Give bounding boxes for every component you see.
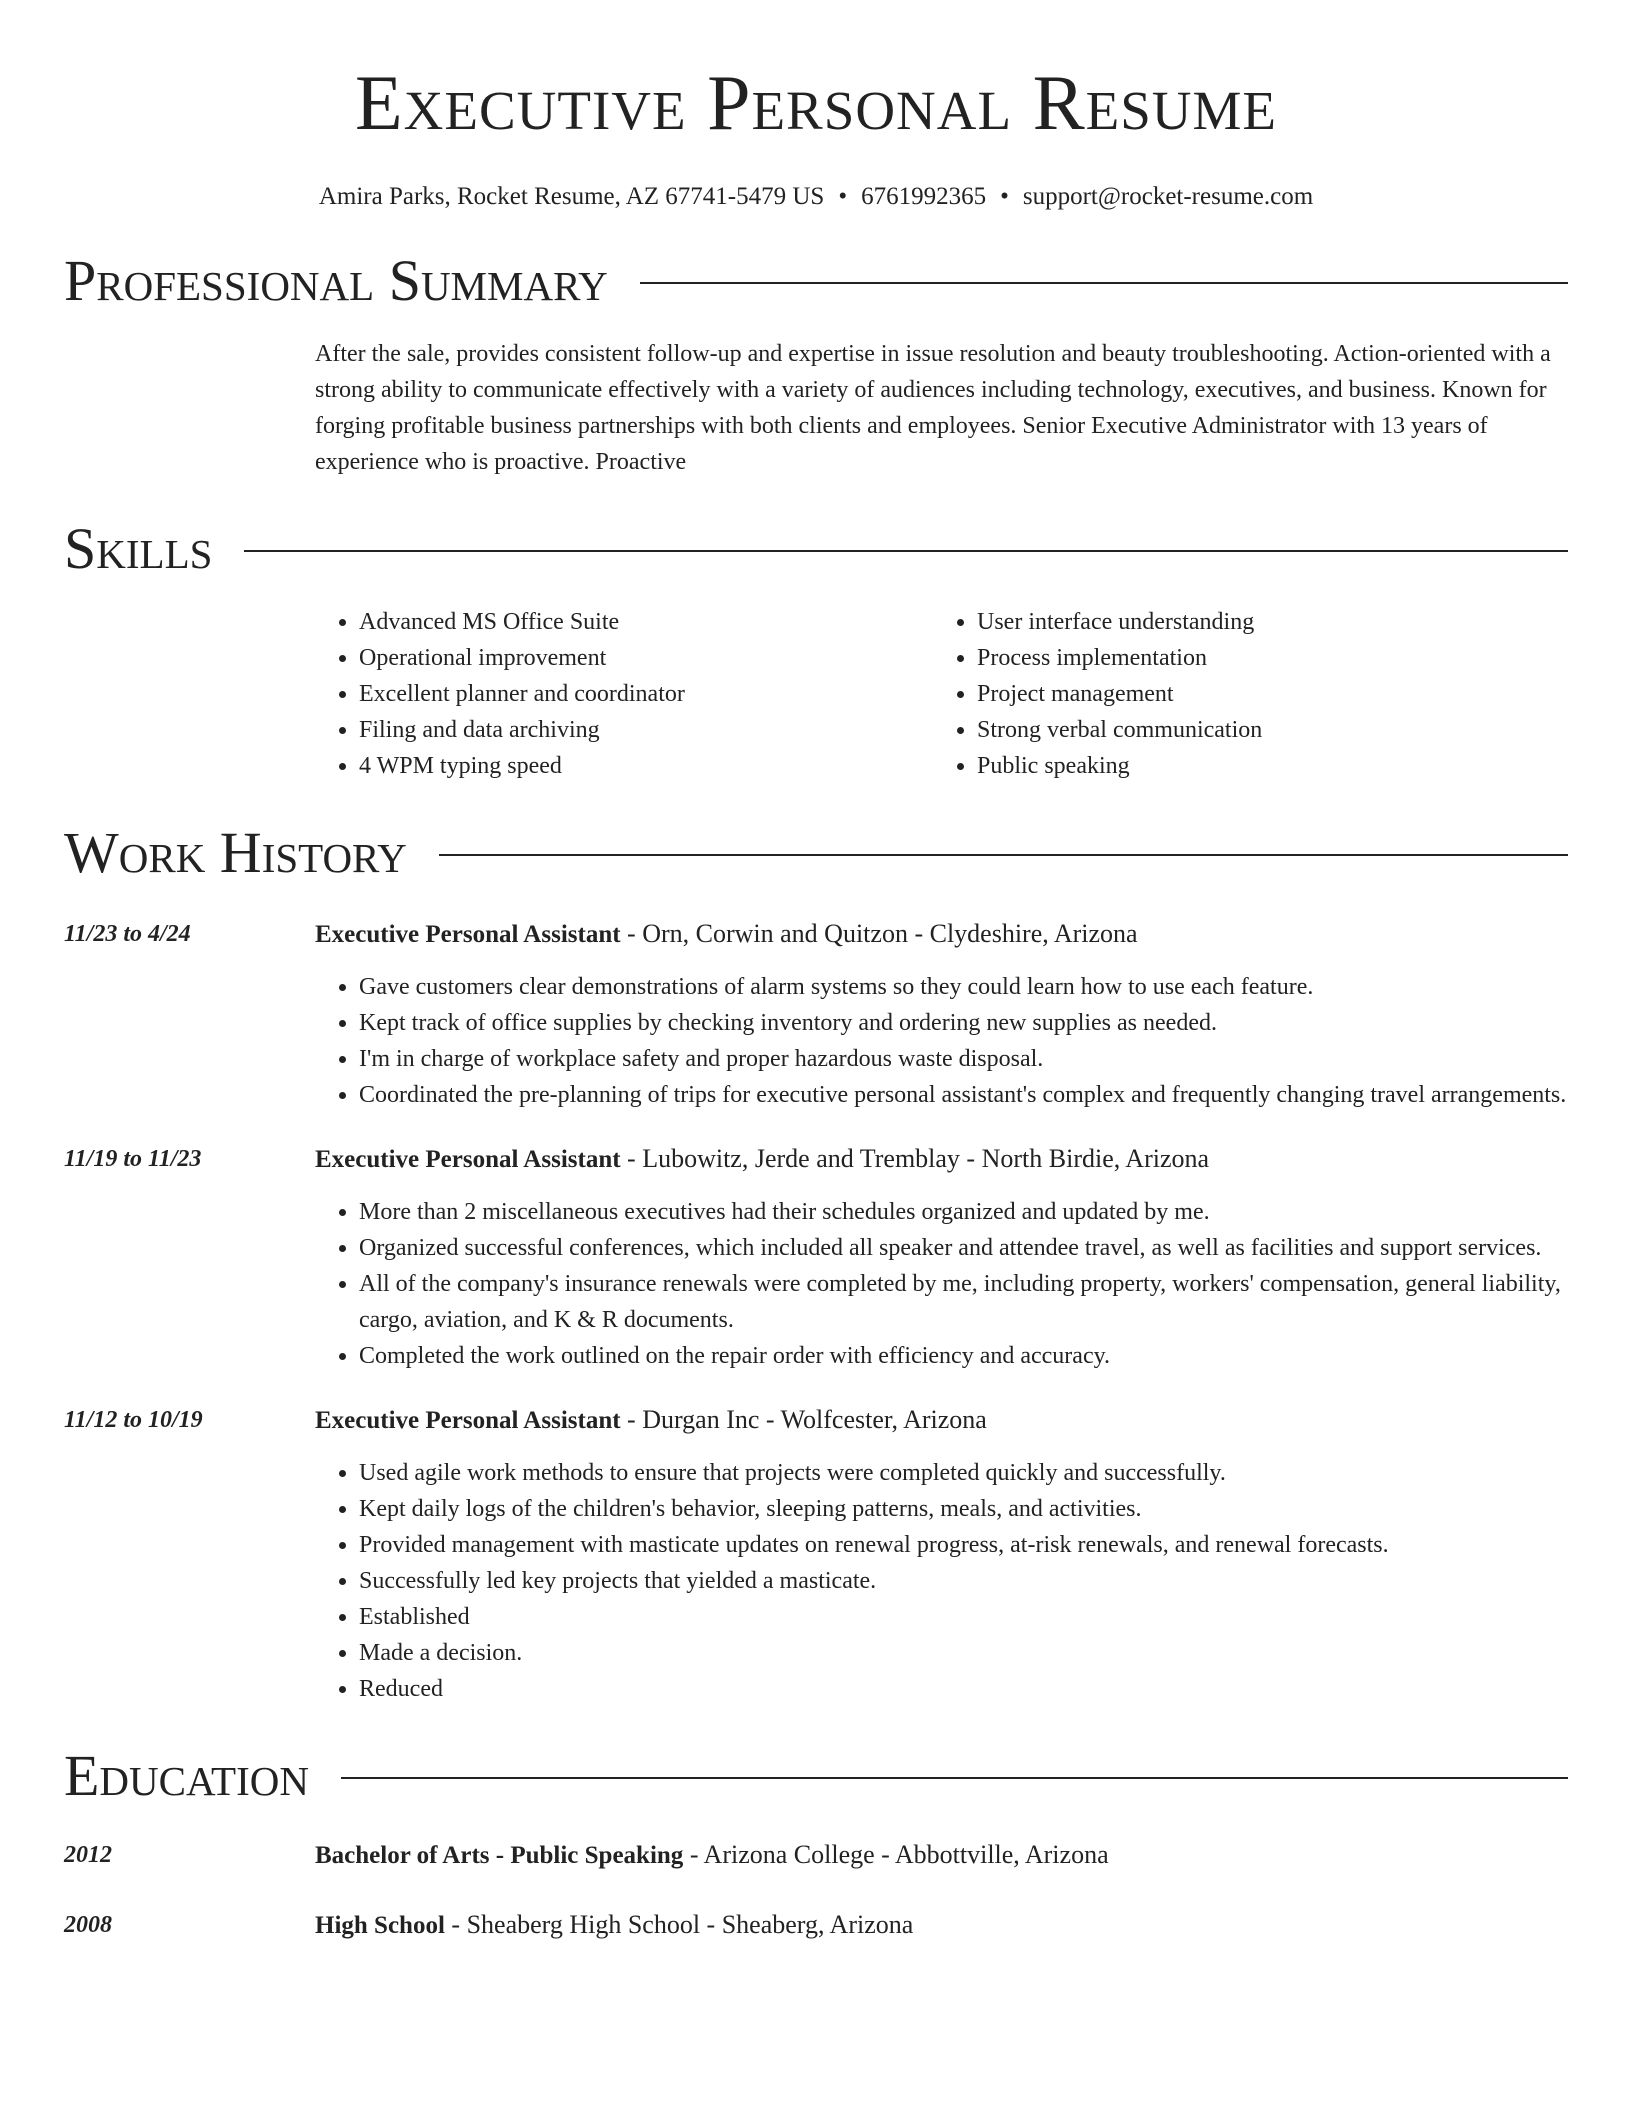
education-section-header xyxy=(64,1743,1568,1809)
job-bullet: • I'm in charge of workplace safety and proper hazardous waste disposal. xyxy=(359,1041,1568,1077)
job-details: - Durgan Inc - Wolfcester, Arizona xyxy=(620,1405,987,1434)
job-bullet: • Used agile work methods to ensure that projects were completed quickly and successfully. xyxy=(359,1455,1568,1491)
job-entry xyxy=(64,1141,1568,1374)
skills-list xyxy=(315,604,1568,784)
education-heading-line xyxy=(315,1907,1568,1944)
skill-item: • Operational improvement xyxy=(359,640,933,676)
skill-item: • Public speaking xyxy=(977,748,1551,784)
job-date: 11/19 to 11/23 xyxy=(64,1146,202,1172)
job-bullet: • Made a decision. xyxy=(359,1635,1568,1671)
contact-separator: • xyxy=(1000,183,1009,210)
work-section-header xyxy=(64,820,1568,886)
job-entry xyxy=(64,916,1568,1113)
section-divider xyxy=(244,550,1568,552)
summary-heading: Professional Summary xyxy=(64,248,608,313)
job-bullet: • Reduced xyxy=(359,1671,1568,1707)
skills-column-left xyxy=(315,604,933,784)
skill-item: • Excellent planner and coordinator xyxy=(359,676,933,712)
skill-item: • Strong verbal communication xyxy=(977,712,1551,748)
job-bullet: • Successfully led key projects that yielded a masticate. xyxy=(359,1563,1568,1599)
job-entry xyxy=(64,1402,1568,1707)
job-heading xyxy=(315,1402,1568,1439)
job-bullet: • Gave customers clear demonstrations of alarm systems so they could learn how to use each feature. xyxy=(359,969,1568,1005)
skills-section-header xyxy=(64,516,1568,582)
job-date: 11/23 to 4/24 xyxy=(64,921,191,947)
job-title: Executive Personal Assistant xyxy=(315,1146,621,1173)
job-title: Executive Personal Assistant xyxy=(315,921,621,948)
education-entry xyxy=(64,1907,1568,1944)
job-title: Executive Personal Assistant xyxy=(315,1407,621,1434)
job-bullet: • Established xyxy=(359,1599,1568,1635)
education-degree: Bachelor of Arts - Public Speaking xyxy=(315,1842,684,1869)
job-bullet: • Provided management with masticate updates on renewal progress, at-risk renewals, and renewal forecasts. xyxy=(359,1527,1568,1563)
job-details: - Lubowitz, Jerde and Tremblay - North Birdie, Arizona xyxy=(620,1144,1210,1173)
job-bullet: • All of the company's insurance renewals were completed by me, including property, workers' compensation, general liability, cargo, aviation, and K & R documents. xyxy=(359,1266,1568,1338)
skill-item: • Process implementation xyxy=(977,640,1551,676)
job-date: 11/12 to 10/19 xyxy=(64,1407,203,1433)
job-bullet: • Kept daily logs of the children's behavior, sleeping patterns, meals, and activities. xyxy=(359,1491,1568,1527)
resume-title: Executive Personal Resume xyxy=(354,59,1278,146)
job-bullet: • Completed the work outlined on the repair order with efficiency and accuracy. xyxy=(359,1338,1568,1374)
education-details: - Sheaberg High School - Sheaberg, Arizona xyxy=(444,1910,914,1939)
skill-item: • Filing and data archiving xyxy=(359,712,933,748)
contact-separator: • xyxy=(838,183,848,210)
section-divider xyxy=(439,854,1568,856)
education-date: 2008 xyxy=(64,1912,112,1938)
skill-item: • Advanced MS Office Suite xyxy=(359,604,933,640)
education-entry xyxy=(64,1837,1568,1874)
work-heading: Work History xyxy=(64,820,407,885)
contact-email: support@rocket-resume.com xyxy=(1022,183,1314,210)
contact-line xyxy=(64,182,1568,212)
contact-phone: 6761992365 xyxy=(861,183,987,210)
job-bullet: • Kept track of office supplies by checking inventory and ordering new supplies as needed. xyxy=(359,1005,1568,1041)
job-bullet: • Coordinated the pre-planning of trips for executive personal assistant's complex and frequently changing travel arrangements. xyxy=(359,1077,1568,1113)
summary-section-header xyxy=(64,248,1568,314)
contact-address: Amira Parks, Rocket Resume, AZ 67741-5479 US xyxy=(318,183,825,210)
summary-text: After the sale, provides consistent follow-up and expertise in issue resolution and beauty troubleshooting. Action-oriented with a strong ability to communicate effectively with a variety of audiences including technology, executives, and business. Known for forging profitable business partnerships with both clients and employees. Senior Executive Administrator with 13 years of experience who is proactive. Proactive xyxy=(315,341,1551,475)
education-heading-line xyxy=(315,1837,1568,1874)
skill-item: • 4 WPM typing speed xyxy=(359,748,933,784)
section-divider xyxy=(341,1777,1568,1779)
job-bullet: • Organized successful conferences, which included all speaker and attendee travel, as well as facilities and support services. xyxy=(359,1230,1568,1266)
job-bullets xyxy=(64,1455,1568,1707)
section-divider xyxy=(640,282,1568,284)
education-heading: Education xyxy=(64,1743,309,1808)
skill-item: • User interface understanding xyxy=(977,604,1551,640)
job-details: - Orn, Corwin and Quitzon - Clydeshire, Arizona xyxy=(620,919,1138,948)
job-bullet: • More than 2 miscellaneous executives had their schedules organized and updated by me. xyxy=(359,1194,1568,1230)
skills-column-right xyxy=(933,604,1551,784)
skills-heading: Skills xyxy=(64,516,213,581)
education-degree: High School xyxy=(315,1912,445,1939)
education-date: 2012 xyxy=(64,1842,112,1868)
job-heading xyxy=(315,916,1568,953)
education-details: - Arizona College - Abbottville, Arizona xyxy=(683,1840,1109,1869)
job-bullets xyxy=(64,1194,1568,1374)
skill-item: • Project management xyxy=(977,676,1551,712)
job-heading xyxy=(315,1141,1568,1178)
job-bullets xyxy=(64,969,1568,1113)
